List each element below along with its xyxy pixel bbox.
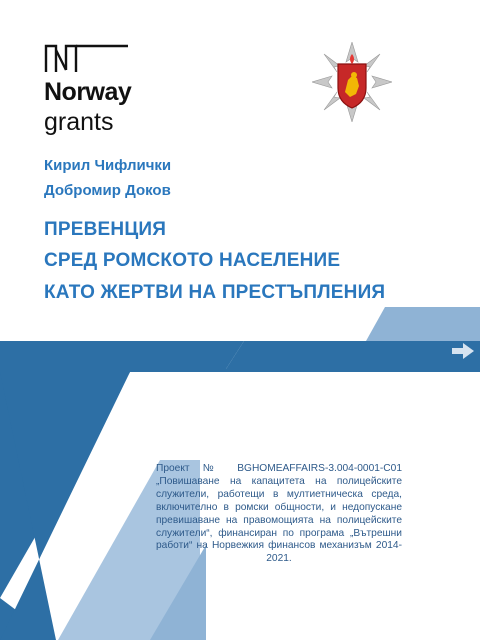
project-description: Проект № BGHOMEAFFAIRS-3.004-0001-C01 „Повишаване на капацитета на полицейските служители, работещи в мултиетническа среда, включително в ромски общности, и недопускане превишаване на правомощията на полицейските служители“, финансиран по програма „Вътрешни работи“ на Норвежкия финансов механизъм 2014-2021. [156,463,402,565]
dark-blue-band-right [226,341,480,369]
title-line-1: ПРЕВЕНЦИЯ [44,219,167,240]
brand-sub: grants [44,108,114,136]
norway-grants-mark-icon [44,44,128,74]
arrow-right-icon [452,343,474,359]
fire-safety-emblem-icon [312,42,392,122]
brand-name: Norway [44,78,132,106]
title-line-3: КАТО ЖЕРТВИ НА ПРЕСТЪПЛЕНИЯ [44,282,386,303]
title-line-2: СРЕД РОМСКОТО НАСЕЛЕНИЕ [44,250,341,271]
light-blue-stripe-top [366,307,480,341]
author-1: Кирил Чифлички [44,157,172,174]
author-2: Добромир Доков [44,182,171,199]
